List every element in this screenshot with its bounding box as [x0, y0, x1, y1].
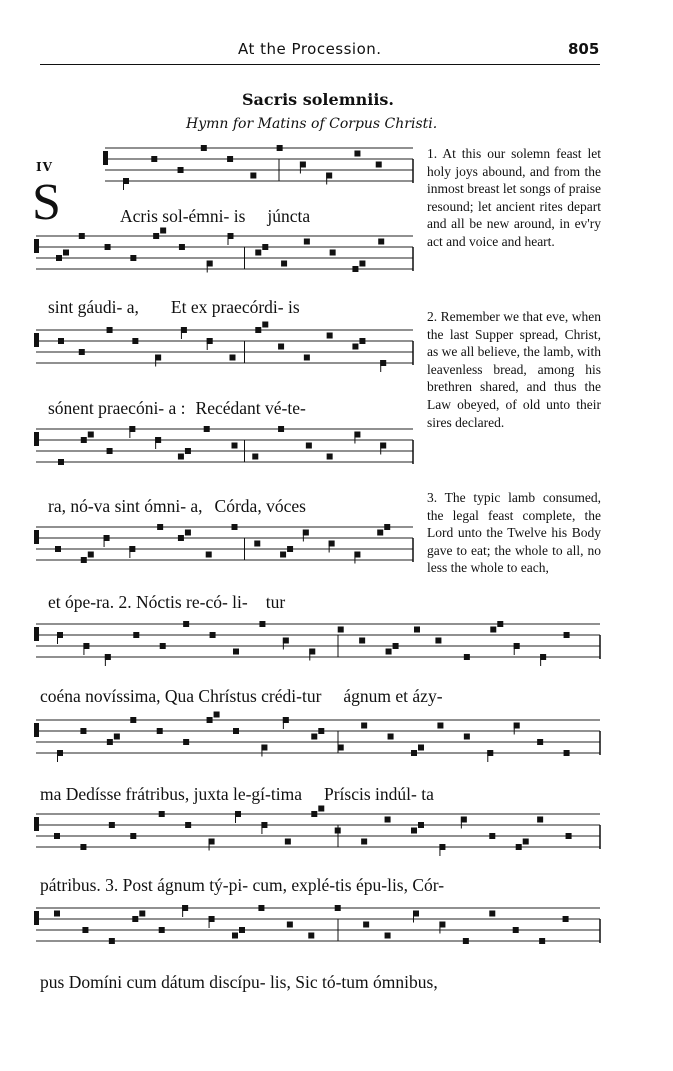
lyric-fragment: júncta — [267, 206, 311, 226]
neume-note — [464, 734, 470, 740]
neume-note — [311, 811, 317, 817]
neume-note — [130, 717, 136, 723]
neume-note — [352, 344, 358, 350]
neume-note — [185, 448, 191, 454]
lyric-fragment: le-gí-tima — [232, 784, 302, 804]
neume-note — [437, 723, 443, 729]
neume-note — [386, 649, 392, 655]
neume-note — [133, 632, 139, 638]
lyric-line-5 — [48, 592, 285, 613]
lyric-fragment: tó-tum — [321, 972, 369, 992]
lyric-fragment: Príscis — [323, 784, 371, 804]
lyric-line-2 — [48, 297, 300, 318]
neume-note — [254, 541, 260, 547]
neume-note — [388, 734, 394, 740]
neume-note — [564, 632, 570, 638]
neume-note — [107, 448, 113, 454]
neume-note — [411, 828, 417, 834]
neume-note — [130, 255, 136, 261]
neume-note — [80, 728, 86, 734]
neume-note — [490, 627, 496, 633]
neume-note — [54, 911, 60, 917]
neume-note — [306, 443, 312, 449]
neume-note — [159, 811, 165, 817]
neume-note — [81, 437, 87, 443]
neume-note — [513, 927, 519, 933]
neume-note — [262, 322, 268, 328]
neume-note — [327, 333, 333, 339]
neume-note — [79, 233, 85, 239]
neume-note — [361, 839, 367, 845]
neume-note — [252, 454, 258, 460]
neume-note — [359, 638, 365, 644]
neume-note — [132, 916, 138, 922]
lyric-line-8 — [40, 875, 444, 896]
clef-mark — [103, 151, 108, 165]
neume-note — [287, 922, 293, 928]
neume-note — [82, 927, 88, 933]
neume-note — [178, 167, 184, 173]
neume-note — [287, 546, 293, 552]
neume-note — [464, 654, 470, 660]
neume-note — [109, 938, 115, 944]
neume-note — [363, 922, 369, 928]
neume-note — [232, 443, 238, 449]
neume-note — [160, 643, 166, 649]
lyric-fragment: Domíni — [68, 972, 123, 992]
clef-mark — [34, 911, 39, 925]
neume-note — [233, 649, 239, 655]
neume-note — [56, 255, 62, 261]
neume-note — [179, 244, 185, 250]
lyric-fragment: cum — [126, 972, 157, 992]
neume-note — [384, 524, 390, 530]
neume-note — [139, 911, 145, 917]
neume-note — [489, 833, 495, 839]
neume-note — [230, 355, 236, 361]
lyric-fragment: ágnum et ázy- — [343, 686, 443, 706]
neume-note — [233, 728, 239, 734]
neume-note — [361, 723, 367, 729]
neume-note — [54, 833, 60, 839]
neume-note — [183, 739, 189, 745]
neume-note — [151, 156, 157, 162]
lyric-fragment: 3. Post — [105, 875, 153, 895]
clef-mark — [34, 817, 39, 831]
neume-note — [132, 338, 138, 344]
lyric-fragment: ágnum — [157, 875, 205, 895]
hymn-subtitle: Hymn for Matins of Corpus Christi. — [186, 116, 438, 132]
neume-note — [304, 239, 310, 245]
neume-note — [564, 750, 570, 756]
neume-note — [80, 844, 86, 850]
neume-note — [258, 905, 264, 911]
lyric-line-9 — [40, 972, 438, 993]
clef-mark — [34, 723, 39, 737]
neume-note — [359, 261, 365, 267]
neume-note — [338, 627, 344, 633]
neume-note — [107, 327, 113, 333]
neume-note — [159, 927, 165, 933]
neume-note — [79, 349, 85, 355]
running-header: At the Procession. — [238, 40, 382, 58]
lyric-fragment: ra, nó-va sint ómni- a, — [48, 496, 203, 516]
neume-note — [185, 530, 191, 536]
neume-note — [250, 173, 256, 179]
clef-mark — [34, 432, 39, 446]
neume-note — [489, 911, 495, 917]
neume-note — [204, 426, 210, 432]
neume-note — [114, 734, 120, 740]
mode-number: IV — [36, 160, 53, 174]
neume-note — [178, 454, 184, 460]
lyric-fragment: Acris sol-émni- is — [120, 206, 246, 226]
neume-note — [414, 627, 420, 633]
lyric-fragment: pátribus. — [40, 875, 101, 895]
lyric-fragment: Recédant vé-te- — [195, 398, 306, 418]
neume-note — [259, 621, 265, 627]
neume-note — [327, 454, 333, 460]
neume-note — [183, 621, 189, 627]
neume-note — [63, 250, 69, 256]
lyric-fragment: coéna novíssima, — [40, 686, 161, 706]
lyric-fragment: re-có- li- — [186, 592, 248, 612]
neume-note — [516, 844, 522, 850]
lyric-fragment: indúl- ta — [375, 784, 434, 804]
neume-note — [130, 833, 136, 839]
neume-note — [206, 552, 212, 558]
lyric-fragment: cum, — [252, 875, 287, 895]
lyric-line-4 — [48, 496, 306, 517]
neume-note — [285, 839, 291, 845]
neume-note — [227, 156, 233, 162]
lyric-fragment: ma — [40, 784, 62, 804]
neume-note — [537, 817, 543, 823]
lyric-fragment: Dedísse frátribus, — [65, 784, 190, 804]
neume-note — [88, 432, 94, 438]
lyric-fragment: dátum — [161, 972, 205, 992]
neume-note — [239, 927, 245, 933]
neume-note — [378, 239, 384, 245]
neume-note — [232, 933, 238, 939]
lyric-fragment: tý-pi- — [209, 875, 249, 895]
neume-note — [153, 233, 159, 239]
neume-note — [377, 530, 383, 536]
clef-mark — [34, 239, 39, 253]
neume-note — [278, 426, 284, 432]
lyric-fragment: et ópe-ra. — [48, 592, 115, 612]
neume-note — [537, 739, 543, 745]
neume-note — [497, 621, 503, 627]
neume-note — [210, 632, 216, 638]
neume-note — [109, 822, 115, 828]
lyric-fragment: sónent praecóni- a : — [48, 398, 186, 418]
neume-note — [280, 552, 286, 558]
neume-note — [255, 250, 261, 256]
lyric-line-3 — [48, 398, 306, 419]
neume-note — [277, 145, 283, 151]
lyric-fragment: 2. Nóctis — [118, 592, 182, 612]
neume-note — [539, 938, 545, 944]
lyric-line-1 — [120, 206, 310, 227]
neume-note — [304, 355, 310, 361]
neume-note — [354, 151, 360, 157]
neume-note — [411, 750, 417, 756]
neume-note — [318, 728, 324, 734]
neume-note — [157, 524, 163, 530]
neume-note — [262, 244, 268, 250]
clef-mark — [34, 530, 39, 544]
lyric-fragment: discípu- lis, — [209, 972, 291, 992]
neume-note — [418, 822, 424, 828]
clef-mark — [34, 627, 39, 641]
neume-note — [385, 933, 391, 939]
lyric-fragment: explé-tis — [291, 875, 352, 895]
neume-note — [308, 933, 314, 939]
neume-note — [330, 250, 336, 256]
neume-note — [335, 905, 341, 911]
lyric-fragment: ómnibus, — [373, 972, 438, 992]
lyric-fragment: Sic — [295, 972, 318, 992]
neume-note — [55, 546, 61, 552]
lyric-fragment: tur — [265, 592, 286, 612]
lyric-fragment: Córda, vóces — [214, 496, 306, 516]
neume-note — [393, 643, 399, 649]
neume-note — [563, 916, 569, 922]
neume-note — [278, 344, 284, 350]
neume-note — [352, 266, 358, 272]
neume-note — [435, 638, 441, 644]
neume-note — [338, 745, 344, 751]
neume-note — [318, 806, 324, 812]
neume-note — [232, 524, 238, 530]
neume-note — [463, 938, 469, 944]
neume-note — [185, 822, 191, 828]
neume-note — [58, 459, 64, 465]
hymn-title: Sacris solemniis. — [242, 90, 394, 109]
page-number: 805 — [568, 40, 600, 58]
neume-note — [385, 817, 391, 823]
neume-note — [566, 833, 572, 839]
neume-note — [523, 839, 529, 845]
neume-note — [207, 717, 213, 723]
drop-cap-initial: S — [32, 174, 61, 231]
verse-2: 2. Remember we that eve, when the last Supper spread, Christ, as we all believe, the lamb, with leavenless bread, among his brethren shared, and thus the Law obeyed, of old unto their sires declared. — [427, 309, 601, 430]
neume-note — [107, 739, 113, 745]
lyric-fragment: Et ex praecórdi- is — [170, 297, 300, 317]
neume-note — [281, 261, 287, 267]
lyric-line-6 — [40, 686, 443, 707]
lyric-fragment: Qua Chrístus crédi-tur — [164, 686, 322, 706]
clef-mark — [34, 333, 39, 347]
verse-1: 1. At this our solemn feast let holy joys abound, and from the inmost breast let songs of praise resound; let ancient rites depart and all be new around, in ev'ry act and voice and heart. — [427, 146, 601, 249]
neume-note — [214, 712, 220, 718]
neume-note — [418, 745, 424, 751]
verse-3: 3. The typic lamb consumed, the legal feast complete, the Lord unto the Twelve his Body gave to eat; the whole to all, no less the whole to each, — [427, 490, 601, 576]
lyric-fragment: pus — [40, 972, 65, 992]
neume-note — [58, 338, 64, 344]
neume-note — [105, 244, 111, 250]
neume-note — [311, 734, 317, 740]
neume-note — [157, 728, 163, 734]
neume-note — [178, 535, 184, 541]
lyric-fragment: Cór- — [412, 875, 445, 895]
neume-note — [81, 557, 87, 563]
lyric-fragment: sint gáudi- a, — [48, 297, 139, 317]
neume-note — [201, 145, 207, 151]
neume-note — [88, 552, 94, 558]
lyric-line-7 — [40, 784, 434, 805]
neume-note — [255, 327, 261, 333]
lyric-fragment: juxta — [193, 784, 229, 804]
neume-note — [359, 338, 365, 344]
lyric-fragment: épu-lis, — [355, 875, 408, 895]
neume-note — [160, 228, 166, 234]
neume-note — [376, 162, 382, 168]
